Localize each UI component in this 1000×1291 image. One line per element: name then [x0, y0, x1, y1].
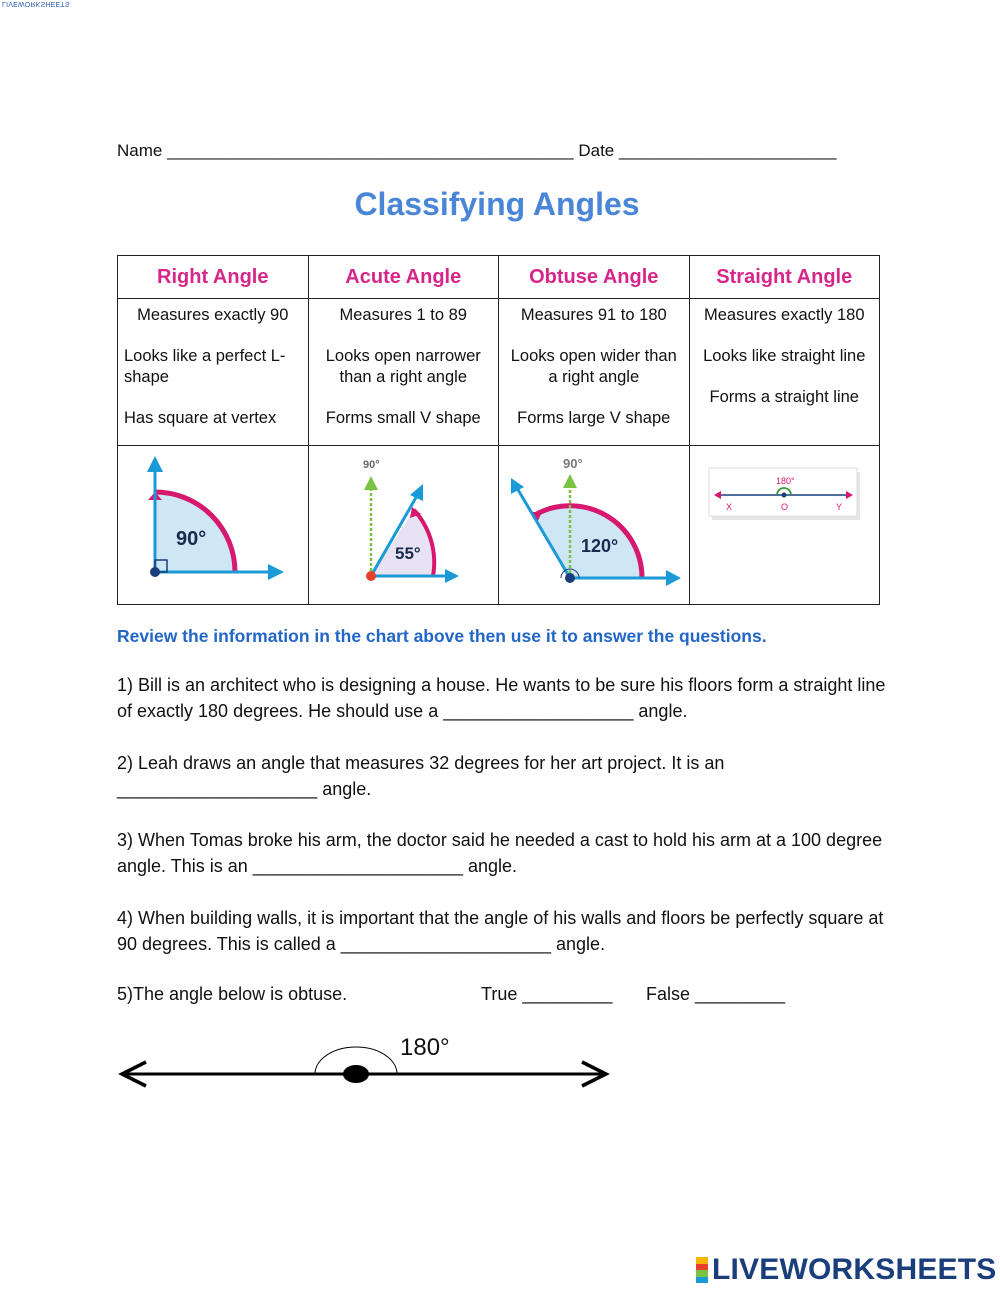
vertex-dot	[781, 493, 786, 498]
ray-arrowhead-right	[268, 564, 284, 580]
forms-text: Forms a straight line	[709, 388, 859, 406]
forms-text: Forms small V shape	[325, 409, 481, 427]
reference-arrowhead	[563, 474, 577, 488]
logo-badge-icon	[696, 1257, 708, 1283]
footer-logo	[696, 1253, 997, 1287]
looks-text: Looks open wider than a right angle	[510, 347, 677, 386]
angle-chart-table	[117, 255, 880, 605]
question-2[interactable]: 2) Leah draws an angle that measures 32 degrees for her art project. It is an ____________________ angle.	[117, 753, 725, 799]
question-5-text: 5)The angle below is obtuse.	[117, 984, 348, 1004]
obtuse-angle-diagram	[499, 446, 686, 604]
reference-label: 90°	[362, 459, 380, 471]
acute-angle-diagram-cell	[308, 446, 499, 605]
obtuse-angle-diagram-cell	[499, 446, 690, 605]
table-description-row	[118, 299, 880, 446]
page-title: Classifying Angles	[354, 186, 640, 222]
vertex-dot	[565, 573, 575, 583]
question-5-straight-angle-diagram	[110, 1028, 620, 1093]
table-header-row	[118, 256, 880, 299]
heading-obtuse-angle: Obtuse Angle	[499, 256, 690, 299]
looks-text: Looks like straight line	[703, 347, 866, 365]
straight-angle-diagram-cell	[689, 446, 880, 605]
reference-arrowhead	[364, 476, 378, 490]
vertex-dot	[343, 1065, 369, 1083]
angle-label: 180°	[400, 1034, 450, 1061]
right-angle-diagram-cell	[118, 446, 309, 605]
false-answer-blank[interactable]: False _________	[646, 984, 786, 1004]
heading-right-angle: Right Angle	[118, 256, 309, 299]
ray-arrowhead-right	[666, 570, 681, 586]
measure-text: Measures 91 to 180	[520, 306, 667, 324]
desc-right-angle	[118, 299, 309, 446]
point-label-o: O	[780, 502, 788, 512]
angle-label: 90°	[176, 528, 207, 550]
vertex-dot	[366, 571, 376, 581]
heading-acute-angle: Acute Angle	[308, 256, 499, 299]
vertex-dot	[150, 567, 160, 577]
heading-straight-angle: Straight Angle	[689, 256, 880, 299]
true-answer-blank[interactable]: True _________	[481, 984, 613, 1004]
reference-label: 90°	[563, 456, 583, 471]
looks-text: Looks like a perfect L-shape	[124, 347, 286, 386]
desc-straight-angle	[689, 299, 880, 446]
footer-brand-text: LIVEWORKSHEETS	[712, 1253, 997, 1286]
angle-label: 120°	[581, 536, 619, 556]
name-date-line[interactable]: Name ___________________________________________ Date _______________________	[117, 141, 837, 160]
desc-acute-angle	[308, 299, 499, 446]
angle-label: 180°	[775, 476, 795, 486]
measure-text: Measures exactly 180	[704, 306, 865, 324]
acute-angle-diagram	[309, 446, 499, 604]
table-diagram-row	[118, 446, 880, 605]
measure-text: Measures exactly 90	[137, 306, 289, 324]
right-angle-diagram	[118, 446, 308, 604]
ray-arrowhead-up	[147, 456, 163, 472]
forms-text: Has square at vertex	[124, 409, 277, 427]
straight-angle-diagram	[690, 446, 883, 604]
point-label-y: Y	[835, 502, 842, 512]
forms-text: Forms large V shape	[517, 409, 671, 427]
desc-obtuse-angle	[499, 299, 690, 446]
ray-arrowhead-right	[445, 569, 459, 583]
question-3[interactable]: 3) When Tomas broke his arm, the doctor said he needed a cast to hold his arm at a 100 degree angle. This is an _____________________ angle.	[117, 830, 883, 876]
question-1[interactable]: 1) Bill is an architect who is designing a house. He wants to be sure his floors form a straight line of exactly 180 degrees. He should use a ___________________ angle.	[117, 675, 886, 721]
header-logo-mark: LIVEWORKSHEETS	[2, 0, 70, 7]
angle-label: 55°	[394, 544, 421, 563]
measure-text: Measures 1 to 89	[339, 306, 467, 324]
instructions-text: Review the information in the chart above then use it to answer the questions.	[117, 626, 767, 646]
looks-text: Looks open narrower than a right angle	[325, 347, 481, 386]
question-4[interactable]: 4) When building walls, it is important that the angle of his walls and floors be perfectly square at 90 degrees. This is called a _____________________ angle.	[117, 908, 884, 954]
point-label-x: X	[725, 502, 732, 512]
